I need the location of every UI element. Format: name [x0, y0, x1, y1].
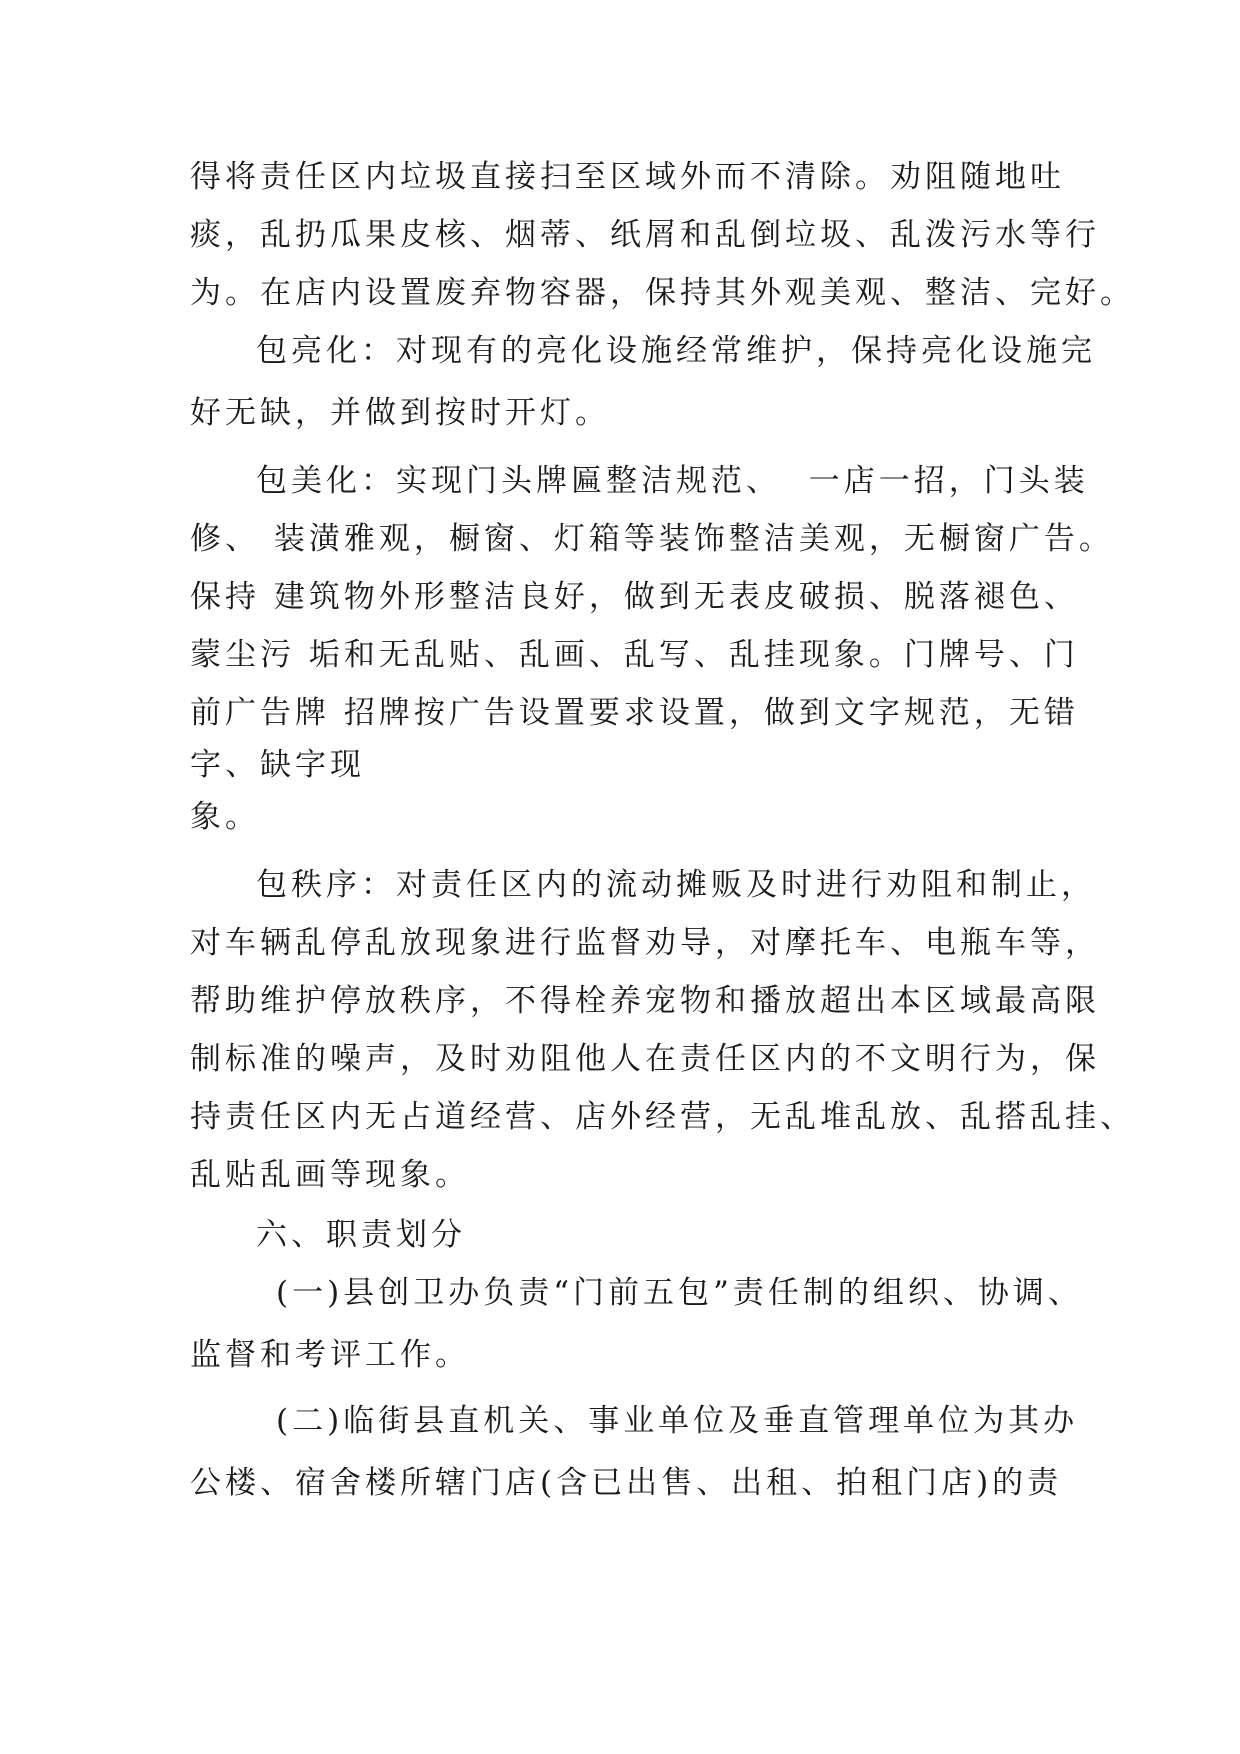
text-line: 公楼、宿舍楼所辖门店(含已出售、出租、拍租门店)的责	[190, 1465, 1063, 1501]
paragraph-heading-order: 包秩序：对责任区内的流动摊贩及时进行劝阻和制止，	[256, 867, 1096, 903]
text-line: 字、缺字现	[190, 747, 365, 783]
text-line: 修、 装潢雅观，橱窗、灯箱等装饰整洁美观，无橱窗广告。	[190, 521, 1114, 557]
text-line: 制标准的噪声，及时劝阻他人在责任区内的不文明行为，保	[190, 1041, 1100, 1077]
paragraph-heading-beautify: 包美化：实现门头牌匾整洁规范、 一店一招，门头装	[256, 463, 1089, 499]
text-line: 蒙尘污 垢和无乱贴、乱画、乱写、乱挂现象。门牌号、门	[190, 637, 1079, 673]
text-line: 持责任区内无占道经营、店外经营，无乱堆乱放、乱搭乱挂、	[190, 1099, 1135, 1135]
paragraph-heading-lighting: 包亮化：对现有的亮化设施经常维护，保持亮化设施完	[256, 333, 1096, 369]
text-line: 为。在店内设置废弃物容器，保持其外观美观、整洁、完好。	[190, 275, 1135, 311]
list-item-1: (一)县创卫办负责“门前五包”责任制的组织、协调、	[276, 1275, 1083, 1311]
text-line: 监督和考评工作。	[190, 1337, 470, 1373]
section-heading-duties: 六、职责划分	[256, 1217, 466, 1253]
text-line: 得将责任区内垃圾直接扫至区域外而不清除。劝阻随地吐	[190, 159, 1065, 195]
text-line: 好无缺，并做到按时开灯。	[190, 395, 610, 431]
text-line: 象。	[190, 799, 260, 835]
text-line: 帮助维护停放秩序，不得栓养宠物和播放超出本区域最高限	[190, 983, 1100, 1019]
text-line: 保持 建筑物外形整洁良好，做到无表皮破损、脱落褪色、	[190, 579, 1079, 615]
text-line: 痰，乱扔瓜果皮核、烟蒂、纸屑和乱倒垃圾、乱泼污水等行	[190, 217, 1100, 253]
text-line: 前广告牌 招牌按广告设置要求设置，做到文字规范，无错	[190, 695, 1079, 731]
text-line: 乱贴乱画等现象。	[190, 1157, 470, 1193]
text-line: 对车辆乱停乱放现象进行监督劝导，对摩托车、电瓶车等，	[190, 925, 1100, 961]
list-item-2: (二)临街县直机关、事业单位及垂直管理单位为其办	[276, 1403, 1079, 1439]
